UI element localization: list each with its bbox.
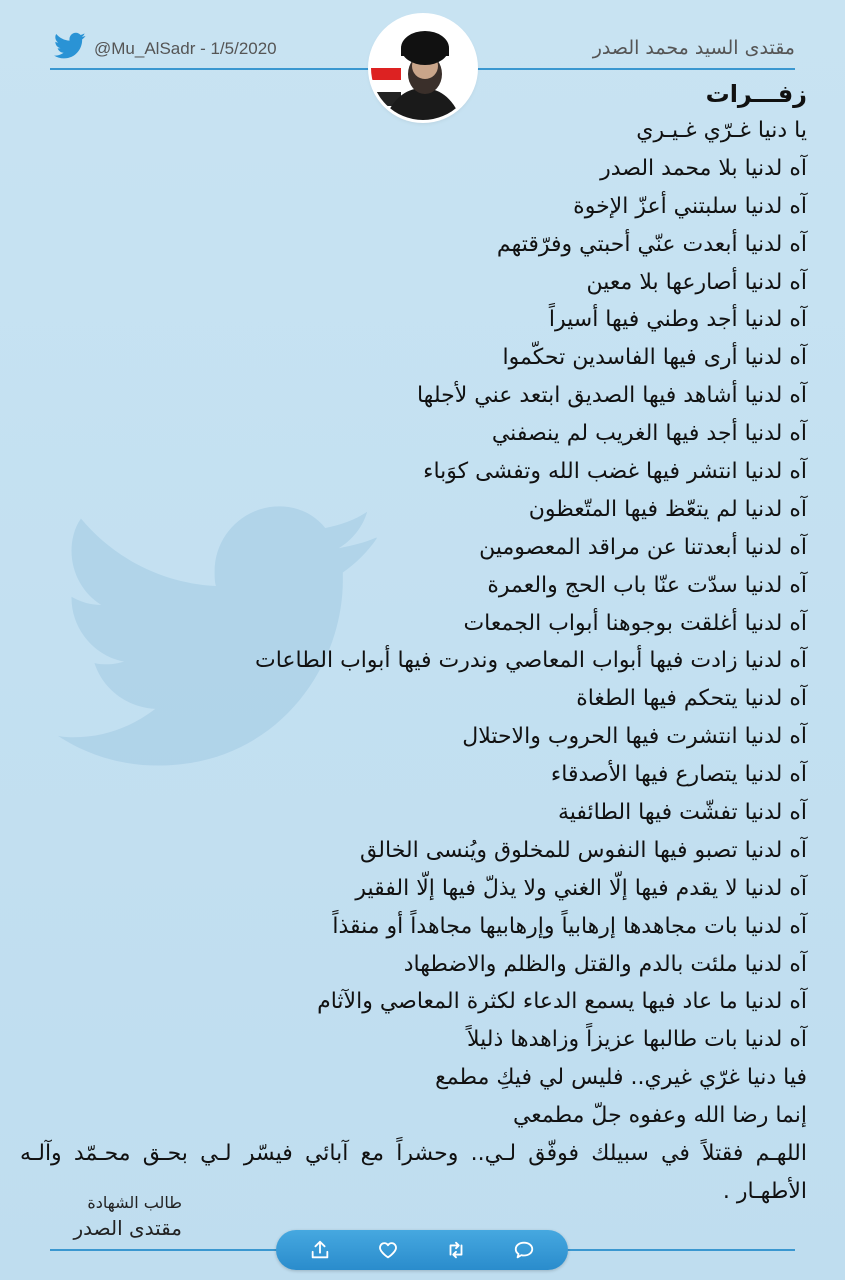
poem-line: إنما رضا الله وعفوه جلّ مطمعي (512, 1103, 807, 1129)
header-divider-right (475, 68, 795, 70)
poem-line: آه لدنيا لا يقدم فيها إلّا الغني ولا يذلّ فيها إلّا الفقير (355, 875, 807, 901)
poem-line: آه لدنيا أغلقت بوجوهنا أبواب الجمعات (463, 610, 807, 636)
retweet-button[interactable] (442, 1236, 470, 1264)
handle-date[interactable]: @Mu_AlSadr - 1/5/2020 (94, 39, 277, 58)
poem-line: آه لدنيا زادت فيها أبواب المعاصي وندرت فيها أبواب الطاعات (255, 648, 807, 674)
poem-line: آه لدنيا يتصارع فيها الأصدقاء (550, 762, 807, 788)
like-icon (377, 1239, 399, 1261)
poem-body (20, 76, 807, 1211)
reply-icon (513, 1239, 535, 1261)
poem-line: آه لدنيا تفشّت فيها الطائفية (557, 800, 807, 826)
signature (52, 1192, 182, 1242)
poem-closing-prayer: اللهـم فقتلاً في سبيلك فوفّق لـي.. وحشراً مع آبائي فيسّر لـي بحـق محـمّد وآلـه الأطهـار . (20, 1141, 807, 1205)
like-button[interactable] (374, 1236, 402, 1264)
poem-line: آه لدنيا أرى فيها الفاسدين تحكّموا (502, 345, 807, 371)
poem-line: آه لدنيا ما عاد فيها يسمع الدعاء لكثرة المعاصي والآثام (317, 989, 807, 1015)
retweet-icon (444, 1239, 468, 1261)
signature-name: مقتدى الصدر (73, 1216, 182, 1240)
poem-line: آه لدنيا أجد فيها الغريب لم ينصفني (491, 421, 807, 447)
poem-line: آه لدنيا تصبو فيها النفوس للمخلوق ويُنسى الخالق (359, 837, 807, 863)
poem-line: آه لدنيا أبعدت عنّي أحبتي وفرّقتهم (496, 231, 807, 257)
header-divider-left (50, 68, 372, 70)
poem-line: آه لدنيا سلبتني أعزّ الإخوة (573, 193, 807, 219)
poem-line: آه لدنيا أصارعها بلا معين (586, 269, 807, 295)
poem-title: زفـــرات (705, 80, 807, 108)
poem-line: آه لدنيا انتشر فيها غضب الله وتفشى كوَباء (423, 459, 807, 485)
twitter-logo-icon (54, 32, 86, 60)
tweet-action-bar (276, 1230, 568, 1270)
poem-line: آه لدنيا أجد وطني فيها أسيراً (548, 307, 807, 333)
poem-line: آه لدنيا بات طالبها عزيزاً وزاهدها ذليلاً (467, 1027, 807, 1053)
poem-line: آه لدنيا يتحكم فيها الطغاة (576, 686, 807, 712)
poem-line: يا دنيا غـرّي غـيـري (636, 118, 807, 143)
poem-line: آه لدنيا لم يتعّظ فيها المتّعظون (528, 496, 807, 522)
account-name[interactable]: مقتدى السيد محمد الصدر (592, 37, 795, 59)
poem-line: آه لدنيا بلا محمد الصدر (600, 155, 807, 181)
poem-line: آه لدنيا سدّت عنّا باب الحج والعمرة (487, 572, 807, 598)
poem-line: آه لدنيا انتشرت فيها الحروب والاحتلال (462, 724, 807, 750)
poem-line: آه لدنيا ملئت بالدم والقتل والظلم والاضطهاد (403, 951, 807, 977)
share-button[interactable] (306, 1236, 334, 1264)
poem-line: فيا دنيا غرّي غيري.. فليس لي فيكِ مطمع (435, 1065, 807, 1091)
share-icon (309, 1239, 331, 1261)
reply-button[interactable] (510, 1236, 538, 1264)
poem-line: آه لدنيا بات مجاهدها إرهابياً وإرهابيها مجاهداً أو منقذاً (332, 913, 807, 939)
poem-line: آه لدنيا أشاهد فيها الصديق ابتعد عني لأجلها (416, 383, 807, 409)
signature-title: طالب الشهادة (87, 1193, 182, 1212)
poem-line: آه لدنيا أبعدتنا عن مراقد المعصومين (479, 534, 807, 560)
